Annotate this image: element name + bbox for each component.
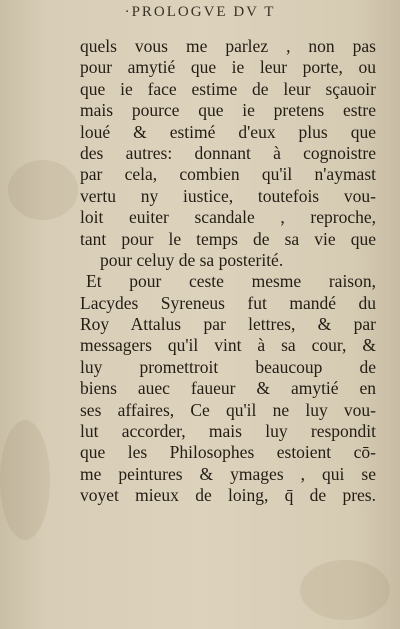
text-line: loit euiter scandale , reproche, xyxy=(80,207,376,228)
text-line: vertu ny iustice, toutefois vou- xyxy=(80,185,376,206)
text-line: luy promettroit beaucoup de xyxy=(80,356,376,377)
text-line: Et pour ceste mesme raison, xyxy=(86,271,376,292)
text-line: messagers qu'il vint à sa cour, & xyxy=(80,335,376,356)
body-text xyxy=(80,36,376,507)
text-line: ses affaires, Ce qu'il ne luy vou- xyxy=(80,399,376,420)
paper-stain xyxy=(8,160,78,220)
text-line: tant pour le temps de sa vie que xyxy=(80,228,376,249)
text-line: me peintures & ymages , qui se xyxy=(80,463,376,484)
text-line: mais pource que ie pretens estre xyxy=(80,100,376,121)
text-line: que les Philosophes estoient cō- xyxy=(80,442,376,463)
text-line: Roy Attalus par lettres, & par xyxy=(80,314,376,335)
text-line: quels vous me parlez , non pas xyxy=(80,36,376,56)
text-line: par cela, combien qu'il n'aymast xyxy=(80,164,376,185)
text-line: biens auec faueur & amytié en xyxy=(80,378,376,399)
text-line: voyet mieux de loing, q̄ de pres. xyxy=(80,485,376,506)
text-line: que ie face estime de leur sçauoir xyxy=(80,78,376,99)
text-line: lut accorder, mais luy respondit xyxy=(80,421,376,442)
text-line: pour celuy de sa posterité. xyxy=(100,249,284,270)
text-line: Lacydes Syreneus fut mandé du xyxy=(80,292,376,313)
text-line: loué & estimé d'eux plus que xyxy=(80,121,376,142)
paper-stain xyxy=(0,420,50,540)
text-line: des autres: donnant à cognoistre xyxy=(80,142,376,163)
running-head: ·PROLOGVE DV T xyxy=(124,4,276,20)
text-line: pour amytié que ie leur porte, ou xyxy=(80,57,376,78)
paper-stain xyxy=(300,560,390,620)
